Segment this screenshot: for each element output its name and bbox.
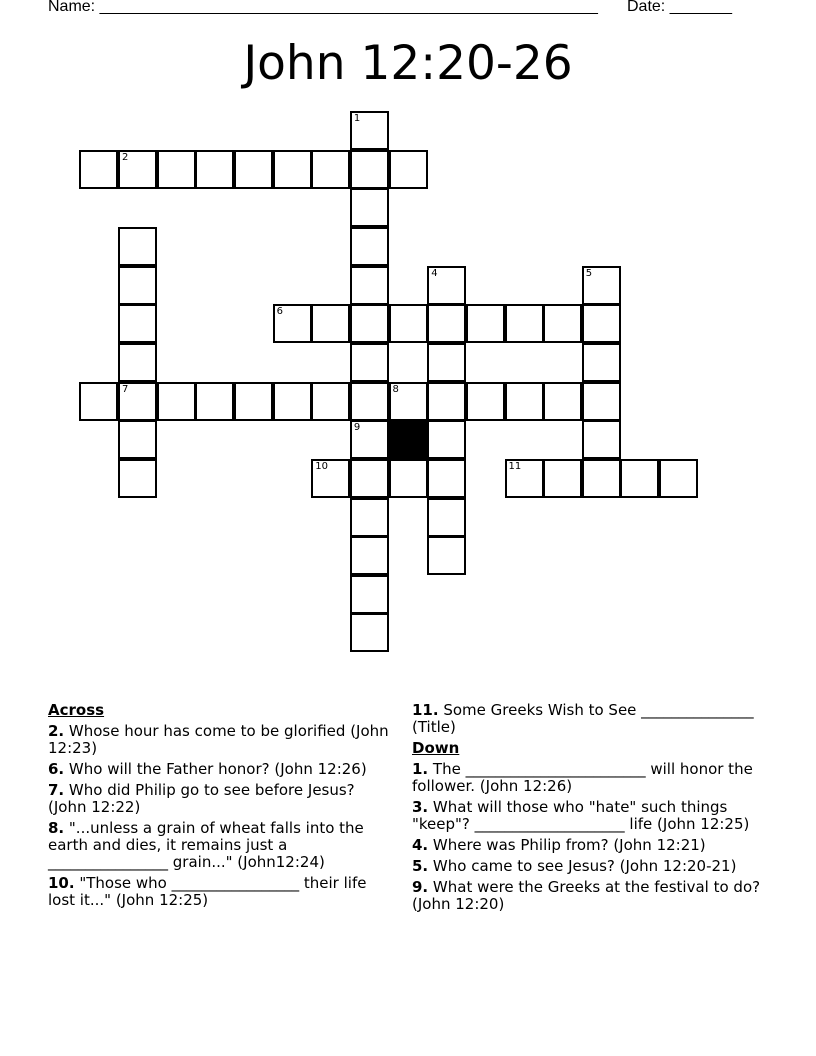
- clue-number-label: 4: [431, 267, 438, 279]
- grid-cell[interactable]: [350, 613, 389, 652]
- down-clue: [412, 858, 762, 875]
- clue-number: 2.: [48, 722, 65, 740]
- grid-cell[interactable]: [311, 459, 350, 498]
- down-clue: [412, 799, 762, 833]
- clue-number-label: 2: [122, 151, 129, 163]
- grid-cell[interactable]: [543, 382, 582, 421]
- grid-cell[interactable]: [505, 459, 544, 498]
- grid-cell[interactable]: [118, 343, 157, 382]
- name-field-label: Name: ________________________________________________________: [48, 0, 598, 15]
- clue-number-label: 11: [508, 460, 522, 472]
- clue-text: Whose hour has come to be glorified (John 12:23): [48, 722, 389, 757]
- grid-cell[interactable]: [582, 343, 621, 382]
- clues-right-column: [412, 702, 762, 917]
- clue-text: Who did Philip go to see before Jesus? (John 12:22): [48, 781, 355, 816]
- date-field-label: Date: _______: [627, 0, 732, 15]
- down-heading: Down: [412, 739, 460, 757]
- grid-cell[interactable]: [389, 459, 428, 498]
- grid-cell[interactable]: [234, 382, 273, 421]
- across-clue: [412, 702, 762, 736]
- across-clue: [48, 782, 393, 816]
- grid-cell[interactable]: [350, 304, 389, 343]
- clue-number: 1.: [412, 760, 429, 778]
- grid-cell[interactable]: [350, 111, 389, 150]
- grid-cell[interactable]: [157, 150, 196, 189]
- clue-text: Who will the Father honor? (John 12:26): [64, 760, 367, 778]
- across-heading: Across: [48, 701, 105, 719]
- clue-number: 7.: [48, 781, 65, 799]
- clue-text: Where was Philip from? (John 12:21): [428, 836, 706, 854]
- page-title: John 12:20-26: [243, 36, 573, 91]
- clue-text: Some Greeks Wish to See _______________ (Title): [412, 701, 754, 736]
- grid-cell[interactable]: [350, 150, 389, 189]
- grid-cell[interactable]: [427, 343, 466, 382]
- grid-cell[interactable]: [118, 420, 157, 459]
- grid-cell[interactable]: [427, 382, 466, 421]
- grid-cell[interactable]: [350, 343, 389, 382]
- grid-cell[interactable]: [582, 266, 621, 305]
- grid-cell[interactable]: [543, 304, 582, 343]
- grid-cell[interactable]: [389, 150, 428, 189]
- across-clue-list-continued: [412, 702, 762, 736]
- clue-number: 3.: [412, 798, 429, 816]
- clue-text: Who came to see Jesus? (John 12:20-21): [428, 857, 737, 875]
- grid-cell[interactable]: [118, 304, 157, 343]
- grid-cell[interactable]: [582, 382, 621, 421]
- clue-number-label: 8: [392, 383, 399, 395]
- grid-cell[interactable]: [466, 304, 505, 343]
- across-clue: [48, 875, 393, 909]
- clue-number: 5.: [412, 857, 429, 875]
- clue-number-label: 5: [585, 267, 593, 279]
- grid-block-cell: [389, 420, 428, 459]
- grid-cell[interactable]: [427, 304, 466, 343]
- grid-cell[interactable]: [350, 420, 389, 459]
- clue-number: 8.: [48, 819, 65, 837]
- grid-cell[interactable]: [195, 150, 234, 189]
- clue-number-label: 1: [353, 113, 361, 124]
- grid-cell[interactable]: [582, 420, 621, 459]
- grid-cell[interactable]: [350, 382, 389, 421]
- across-clue: [48, 820, 393, 871]
- grid-cell[interactable]: [427, 459, 466, 498]
- clue-text: "...unless a grain of wheat falls into the earth and dies, it remains just a ________________ grain..." (John12:24): [48, 819, 364, 871]
- grid-cell[interactable]: [659, 459, 698, 498]
- grid-cell[interactable]: [582, 304, 621, 343]
- grid-cell[interactable]: [195, 382, 234, 421]
- grid-cell[interactable]: [311, 382, 350, 421]
- grid-cell[interactable]: [582, 459, 621, 498]
- across-clue-list: [48, 723, 393, 909]
- clue-number-label: 10: [315, 460, 328, 472]
- grid-cell[interactable]: [427, 266, 466, 305]
- grid-cell[interactable]: [79, 382, 118, 421]
- grid-cell[interactable]: [466, 382, 505, 421]
- across-clue: [48, 723, 393, 757]
- clue-number: 4.: [412, 836, 429, 854]
- clue-number: 9.: [412, 878, 429, 896]
- grid-cell[interactable]: [157, 382, 196, 421]
- clue-text: "Those who _________________ their life lost it..." (John 12:25): [48, 874, 367, 909]
- clue-number-label: 7: [122, 383, 129, 395]
- grid-cell[interactable]: [350, 227, 389, 266]
- grid-cell[interactable]: [350, 498, 389, 537]
- grid-cell[interactable]: [118, 382, 157, 421]
- clue-number-label: 6: [276, 306, 283, 318]
- grid-cell[interactable]: [427, 420, 466, 459]
- grid-cell[interactable]: [118, 459, 157, 498]
- grid-cell[interactable]: [350, 536, 389, 575]
- grid-cell[interactable]: [427, 536, 466, 575]
- grid-cell[interactable]: [311, 304, 350, 343]
- grid-cell[interactable]: [118, 150, 157, 189]
- down-clue: [412, 879, 762, 913]
- grid-cell[interactable]: [350, 266, 389, 305]
- clues-left-column: [48, 702, 393, 913]
- grid-cell[interactable]: [389, 382, 428, 421]
- grid-cell[interactable]: [79, 150, 118, 189]
- grid-cell[interactable]: [273, 304, 312, 343]
- grid-cell[interactable]: [118, 266, 157, 305]
- grid-cell[interactable]: [350, 575, 389, 614]
- grid-cell[interactable]: [389, 304, 428, 343]
- grid-cell[interactable]: [505, 382, 544, 421]
- grid-cell[interactable]: [543, 459, 582, 498]
- across-clue: [48, 761, 393, 778]
- clue-text: What will those who "hate" such things "keep"? ____________________ life (John 12:25): [412, 798, 750, 833]
- grid-cell[interactable]: [273, 382, 312, 421]
- grid-cell[interactable]: [505, 304, 544, 343]
- grid-cell[interactable]: [234, 150, 273, 189]
- clue-number: 11.: [412, 701, 439, 719]
- grid-cell[interactable]: [350, 188, 389, 227]
- clue-text: The ________________________ will honor the follower. (John 12:26): [412, 760, 753, 795]
- down-clue: [412, 837, 762, 854]
- grid-cell[interactable]: [118, 227, 157, 266]
- down-clue: [412, 761, 762, 795]
- grid-cell[interactable]: [311, 150, 350, 189]
- grid-cell[interactable]: [350, 459, 389, 498]
- grid-cell[interactable]: [273, 150, 312, 189]
- grid-cell[interactable]: [620, 459, 659, 498]
- clue-number-label: 9: [353, 422, 361, 434]
- clue-number: 10.: [48, 874, 75, 892]
- clue-text: What were the Greeks at the festival to do? (John 12:20): [412, 878, 761, 913]
- clue-number: 6.: [48, 760, 65, 778]
- grid-cell[interactable]: [427, 498, 466, 537]
- down-clue-list: [412, 761, 762, 913]
